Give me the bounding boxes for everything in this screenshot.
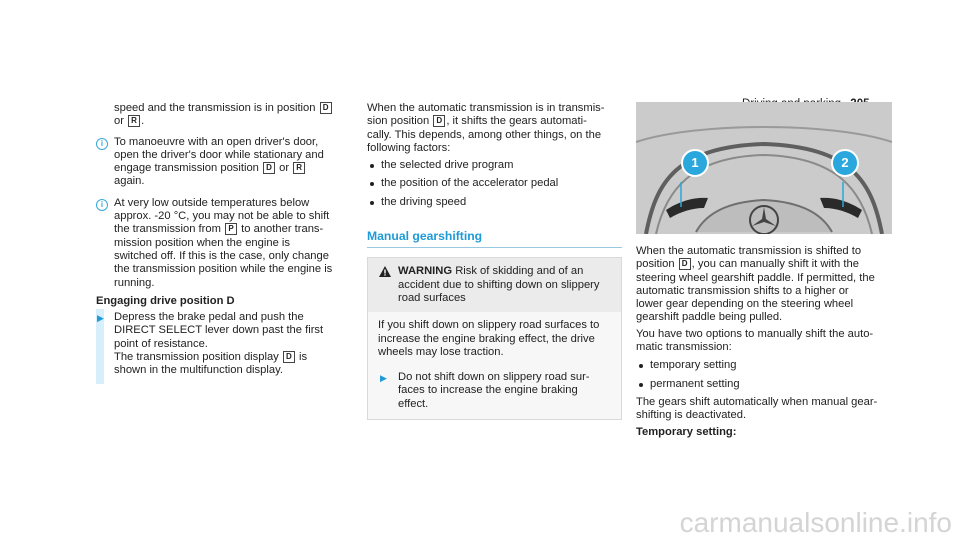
list-item: the driving speed <box>367 196 622 209</box>
warning-body: If you shift down on slippery road surfaces to increase the engine braking effect, the drive wheels may lose traction. <box>378 319 600 358</box>
info-icon: i <box>96 199 108 211</box>
step-arrow-icon: ▶ <box>380 373 387 384</box>
list-item: the selected drive program <box>367 159 622 172</box>
note-door: i To manoeuvre with an open driver's door, open the driver's door while stationary and engage transmission position D or R again. <box>96 136 352 189</box>
column-1 <box>96 102 352 378</box>
list-item: temporary setting <box>636 359 894 372</box>
options-paragraph: You have two options to manually shift the auto- matic transmission: <box>636 327 874 354</box>
warning-step: ▶ Do not shift down on slippery road sur- faces to increase the engine braking effect. <box>380 371 590 410</box>
callout-2: 2 <box>831 149 859 177</box>
factor-list <box>367 159 622 209</box>
step-engage-d: ▶ Depress the brake pedal and push the DIRECT SELECT lever down past the first point of resistance. The transmission position display D is shown in the multifunction display. <box>96 311 352 377</box>
step-arrow-icon: ▶ <box>97 313 104 324</box>
warning-box <box>367 257 622 420</box>
intro-paragraph: speed and the transmission is in position D or R . <box>96 102 352 129</box>
warning-icon <box>379 266 391 277</box>
section-rule <box>367 247 622 248</box>
section-title: Manual gearshifting <box>367 229 483 244</box>
list-item: the position of the accelerator pedal <box>367 177 622 190</box>
column-3 <box>636 102 894 439</box>
note-temperature: i At very low outside temperatures below approx. -20 °C, you may not be able to shift the transmission from P to another trans- mission position when the engine is switched off. If this is the case, only change the transmission position while the engine is running. <box>96 197 352 290</box>
info-icon: i <box>96 138 108 150</box>
deactivated-paragraph: The gears shift automatically when manual gear- shifting is deactivated. <box>636 395 878 422</box>
warning-label: WARNING <box>398 265 453 278</box>
callout-1: 1 <box>681 149 709 177</box>
heading-engage-d: Engaging drive position D <box>96 294 235 307</box>
subheading-temporary: Temporary setting: <box>636 425 737 438</box>
key-d: D <box>320 102 332 114</box>
watermark: carmanualsonline.info <box>679 506 952 538</box>
shift-paragraph: When the automatic transmission is in transmis- sion position D , it shifts the gears automati- cally. This depends, among other things, on the following factors: <box>367 102 605 154</box>
warning-header: WARNING Risk of skidding and of an accident due to shifting down on slippery road surfaces <box>368 258 621 312</box>
options-list <box>636 359 894 391</box>
manual-shift-paragraph: When the automatic transmission is shifted to position D , you can manually shift it with the steering wheel gearshift paddle. If permitted, the automatic transmission shifts to a higher or lower gear depending on the steering wheel gearshift paddle being pulled. <box>636 245 875 324</box>
column-2 <box>367 102 622 420</box>
key-r: R <box>128 115 140 127</box>
list-item: permanent setting <box>636 378 894 391</box>
